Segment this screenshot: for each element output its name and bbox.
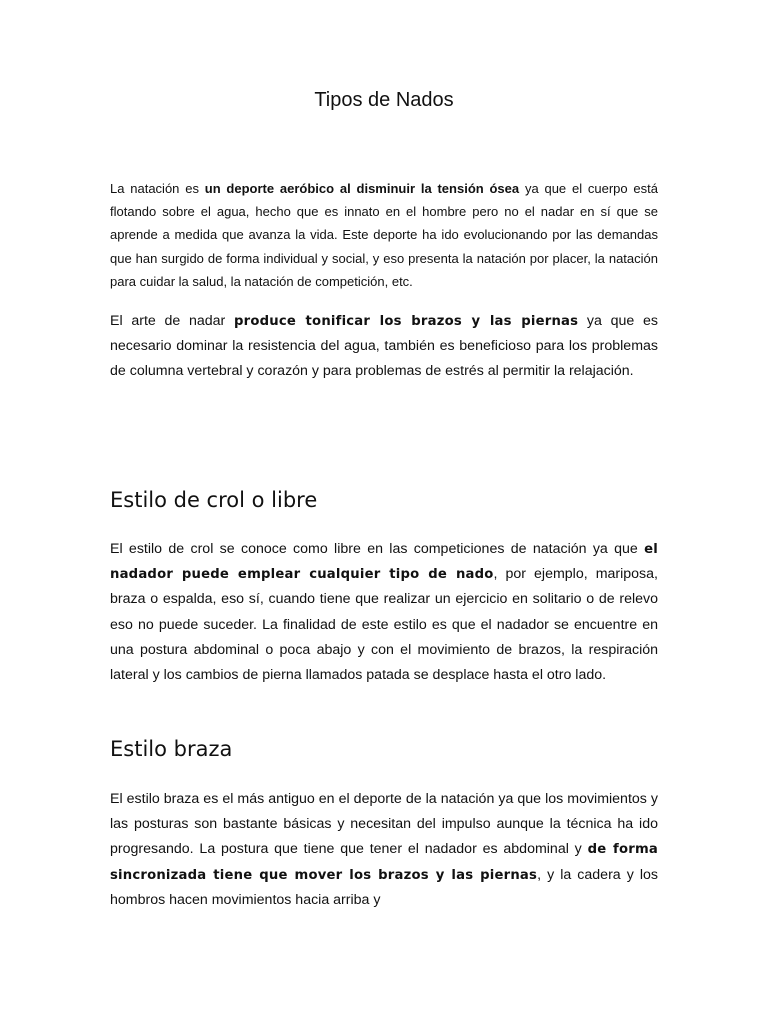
braza-text-after: , y la cadera y los hombros hacen movimientos hacia arriba y [110,866,658,908]
crol-paragraph [110,537,658,688]
braza-paragraph [110,787,658,913]
crol-text-after: , por ejemplo, mariposa, braza o espalda, eso sí, cuando tiene que realizar un ejercicio en solitario o de relevo eso no puede suceder. La finalidad de este estilo es que el nadador se encuentre en una postura abdominal o poca abajo y con el movimiento de brazos, la respiración lateral y los cambios de pierna llamados patada se desplace hasta el otro lado. [110,566,658,684]
document-title: Tipos de Nados [314,89,454,111]
section-heading-crol: Estilo de crol o libre [110,488,318,512]
intro-paragraph-1 [110,177,658,293]
crol-text-before: El estilo de crol se conoce como libre en las competiciones de natación ya que [110,541,645,557]
intro-2-text-before: El arte de nadar [110,313,234,329]
intro-1-text-before: La natación es [110,181,205,196]
intro-2-text-after: ya que es necesario dominar la resistencia del agua, también es beneficioso para los problemas de columna vertebral y corazón y para problemas de estrés al permitir la relajación. [110,313,658,380]
intro-1-bold-text: un deporte aeróbico al disminuir la tensión ósea [204,181,520,196]
section-heading-braza: Estilo braza [110,737,233,761]
intro-paragraph-2 [110,309,658,385]
intro-2-bold-text: produce tonificar los brazos y las piernas [234,314,579,329]
crol-bold-text: el nadador puede emplear cualquier tipo de nado [110,542,658,583]
intro-1-text-after: ya que el cuerpo está flotando sobre el agua, hecho que es innato en el hombre pero no el nadar en sí que se aprende a medida que avanza la vida. Este deporte ha ido evolucionando por las demandas que han surgido de forma individual y social, y eso presenta la natación por placer, la natación para cuidar la salud, la natación de competición, etc. [110,181,658,289]
braza-bold-text: de forma sincronizada tiene que mover los brazos y las piernas [110,842,658,883]
braza-text-before: El estilo braza es el más antiguo en el deporte de la natación ya que los movimientos y las posturas son bastante básicas y necesitan del impulso aunque la técnica ha ido progresando. La postura que tiene que tener el nadador es abdominal y [110,791,658,858]
